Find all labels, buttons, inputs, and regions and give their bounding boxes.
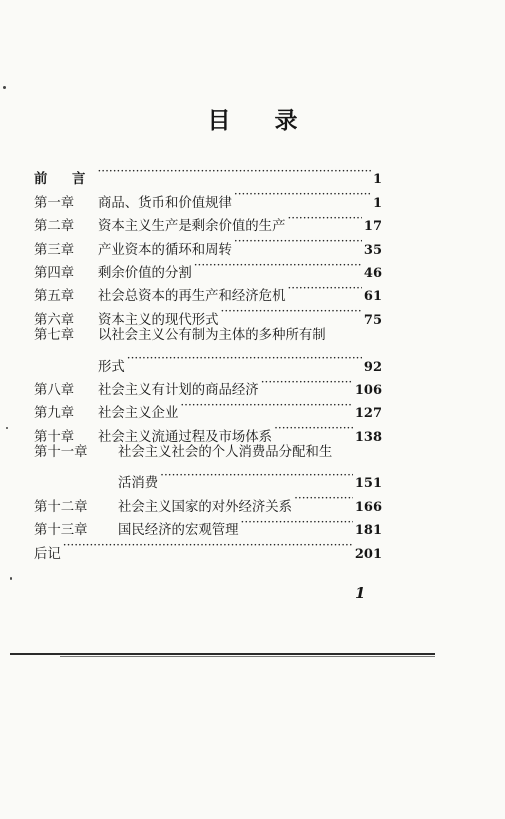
entry-page: 61 <box>363 289 382 305</box>
chapter-number: 第十一章 <box>34 444 88 460</box>
chapter-title: 社会主义流通过程及市场体系 <box>98 429 273 445</box>
entry-page: 166 <box>354 499 382 515</box>
leader-dots <box>97 160 371 183</box>
chapter-title: 以社会主义公有制为主体的多种所有制 <box>98 327 326 343</box>
chapter-title-continued: 活消费 <box>118 476 159 492</box>
page-number: 1 <box>355 584 366 602</box>
chapter-title: 商品、货币和价值规律 <box>98 195 232 211</box>
chapter-number: 第一章 <box>34 195 75 211</box>
chapter-title: 产业资本的循环和周转 <box>98 242 232 258</box>
chapter-title-continued: 形式 <box>98 359 125 375</box>
entry-page: 46 <box>363 265 382 281</box>
toc-entry-preface[interactable] <box>34 160 382 188</box>
entry-page: 1 <box>372 195 382 211</box>
entry-page: 181 <box>354 523 382 539</box>
chapter-title: 社会主义社会的个人消费品分配和生 <box>118 444 333 460</box>
entry-page: 106 <box>354 382 382 398</box>
toc-entry-ch11[interactable] <box>34 441 382 464</box>
leader-dots <box>241 511 353 534</box>
leader-dots <box>127 347 362 370</box>
entry-page: 151 <box>354 476 382 492</box>
chapter-title: 剩余价值的分割 <box>98 265 192 281</box>
chapter-title: 社会主义国家的对外经济关系 <box>118 499 293 515</box>
entry-page: 1 <box>372 172 382 188</box>
bottom-rule-thin <box>60 656 435 657</box>
leader-dots <box>274 417 353 440</box>
chapter-number: 第十二章 <box>34 499 88 515</box>
leader-dots <box>160 464 353 487</box>
toc-entry-ch12[interactable] <box>34 487 382 515</box>
scan-speck <box>6 427 8 429</box>
chapter-title: 社会总资本的再生产和经济危机 <box>98 289 286 305</box>
leader-dots <box>180 394 353 417</box>
chapter-number: 第四章 <box>34 265 75 281</box>
chapter-number: 第十三章 <box>34 523 88 539</box>
chapter-number: 第二章 <box>34 219 75 235</box>
toc-entry-ch11-continued[interactable] <box>34 464 382 492</box>
title-char-2: 录 <box>274 107 298 134</box>
toc-entry-ch7-continued[interactable] <box>34 347 382 375</box>
entry-page: 201 <box>354 546 382 562</box>
leader-dots <box>221 300 362 323</box>
leader-dots <box>234 183 371 206</box>
leader-dots <box>63 534 353 557</box>
leader-dots <box>294 487 353 510</box>
entry-page: 75 <box>363 312 382 328</box>
chapter-title: 资本主义的现代形式 <box>98 312 219 328</box>
leader-dots <box>287 207 361 230</box>
chapter-title: 资本主义生产是剩余价值的生产 <box>98 219 286 235</box>
table-of-contents <box>34 160 382 562</box>
chapter-title: 社会主义企业 <box>98 406 179 422</box>
chapter-number: 第八章 <box>34 382 75 398</box>
entry-label: 后记 <box>34 546 61 562</box>
bottom-rule <box>10 653 435 655</box>
chapter-number: 第三章 <box>34 242 75 258</box>
entry-page: 17 <box>363 219 382 235</box>
toc-entry-ch8[interactable] <box>34 371 382 398</box>
leader-dots <box>194 254 362 277</box>
scan-speck <box>3 86 6 89</box>
chapter-number: 第五章 <box>34 289 75 305</box>
page-title <box>0 102 505 135</box>
title-char-1: 目 <box>207 107 231 134</box>
chapter-number: 第十章 <box>34 429 75 445</box>
chapter-title: 社会主义有计划的商品经济 <box>98 382 259 398</box>
leader-dots <box>287 277 361 300</box>
scan-speck <box>10 577 12 580</box>
entry-page: 127 <box>354 406 382 422</box>
entry-page: 35 <box>363 242 382 258</box>
chapter-number: 第六章 <box>34 312 75 328</box>
chapter-number: 第九章 <box>34 406 75 422</box>
chapter-number: 第七章 <box>34 327 75 343</box>
entry-page: 92 <box>363 359 382 375</box>
chapter-title: 国民经济的宏观管理 <box>118 523 239 539</box>
leader-dots <box>261 371 353 394</box>
entry-label: 前 言 <box>34 171 96 188</box>
entry-page: 138 <box>354 429 382 445</box>
toc-entry-ch7[interactable] <box>34 324 382 347</box>
toc-entry-afterword[interactable] <box>34 534 382 562</box>
leader-dots <box>234 230 362 253</box>
